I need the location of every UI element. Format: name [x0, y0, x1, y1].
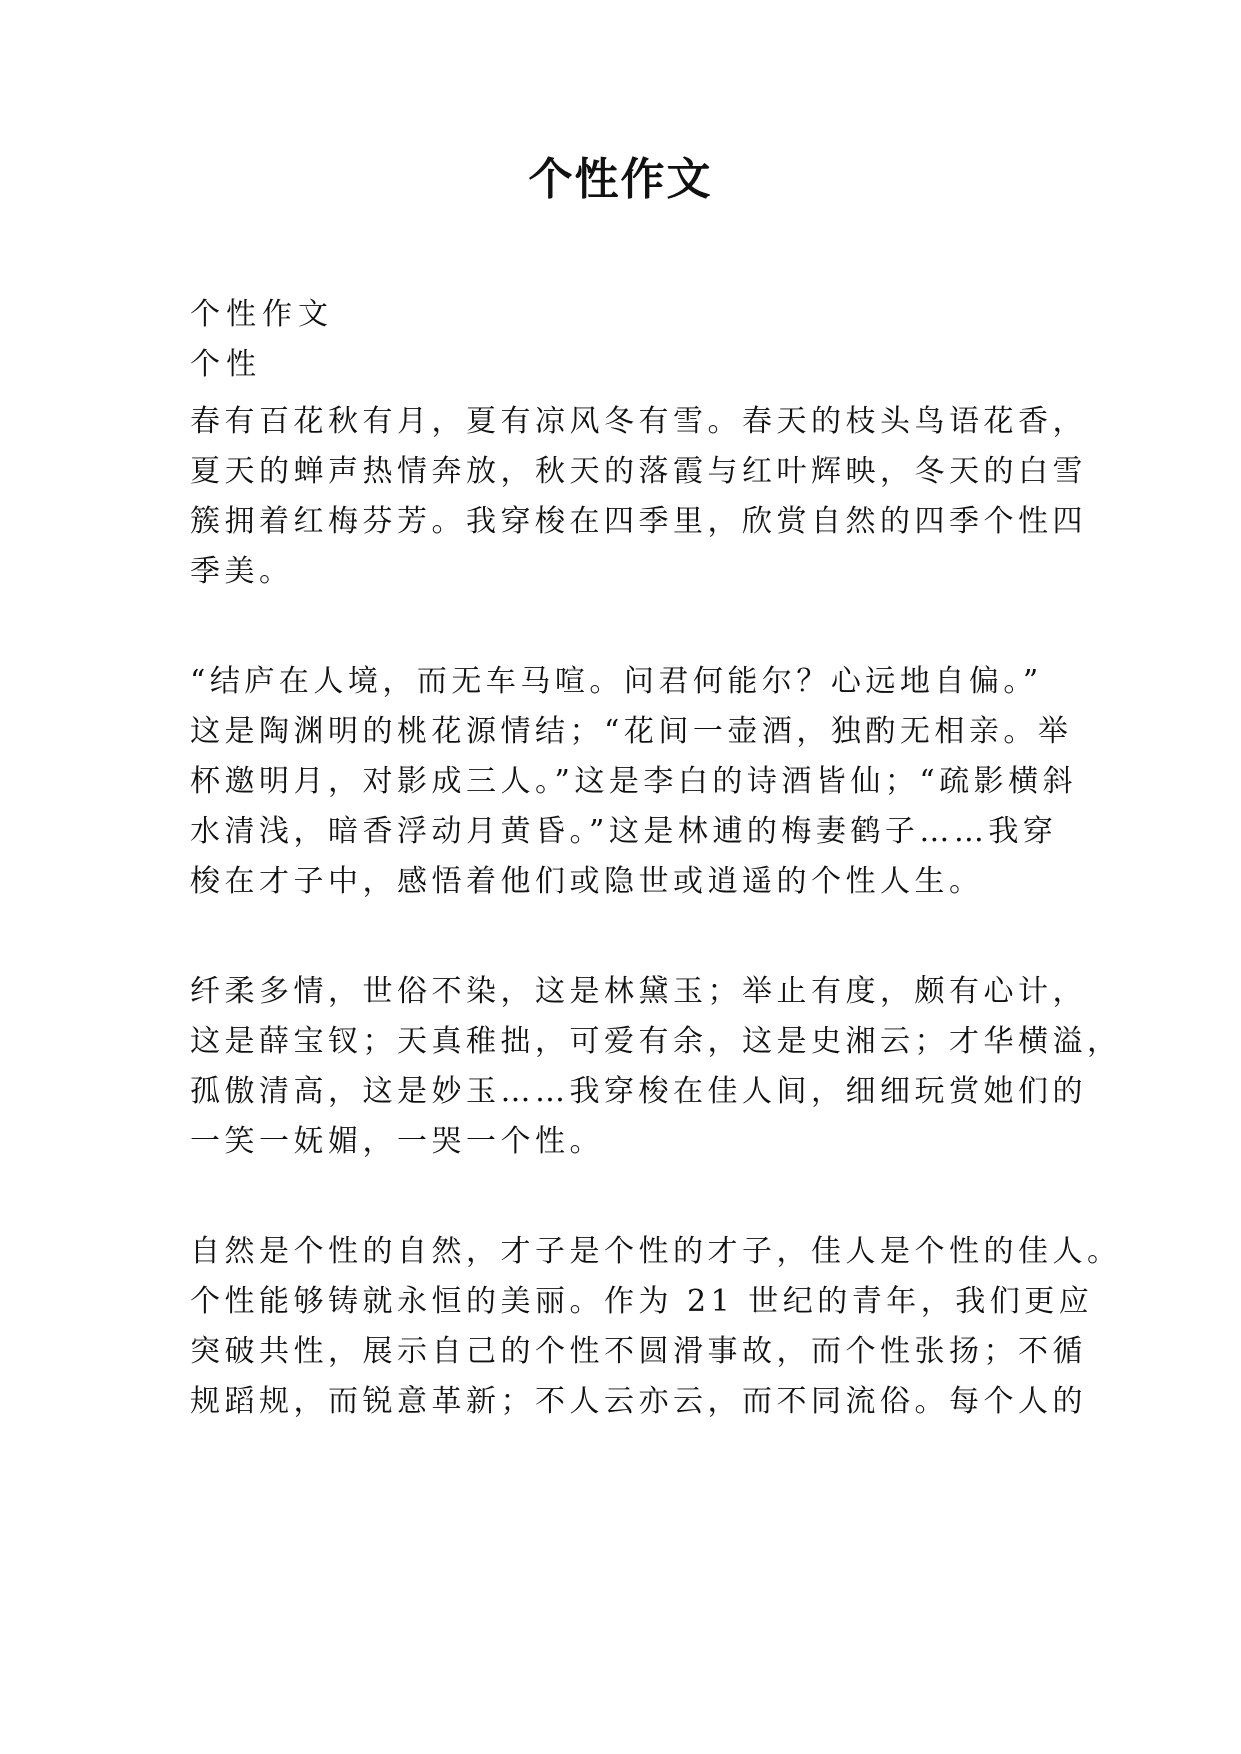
paragraph-line: 自然是个性的自然，才子是个性的才子，佳人是个性的佳人。 [190, 1234, 1122, 1269]
paragraph-line: 突破共性，展示自己的个性不圆滑事故，而个性张扬；不循 [190, 1334, 1087, 1369]
paragraph-4 [190, 1227, 1122, 1427]
subtitle-line-1: 个性作文 [190, 297, 334, 332]
paragraph-line: 春有百花秋有月，夏有凉风冬有雪。春天的枝头鸟语花香， [190, 404, 1087, 439]
paragraph-line: 梭在才子中，感悟着他们或隐世或逍遥的个性人生。 [190, 864, 984, 899]
document-body [190, 290, 1122, 1427]
paragraph-1 [190, 397, 1087, 597]
paragraph-line: 夏天的蝉声热情奔放，秋天的落霞与红叶辉映，冬天的白雪 [190, 454, 1087, 489]
heading-block [190, 290, 1060, 390]
paragraph-line: 季美。 [190, 554, 294, 589]
paragraph-2 [190, 657, 1078, 907]
paragraph-line: 杯邀明月，对影成三人。”这是李白的诗酒皆仙；“疏影横斜 [190, 764, 1078, 799]
paragraph-line: 这是陶渊明的桃花源情结；“花间一壶酒，独酌无相亲。举 [190, 714, 1073, 749]
paragraph-line: 纤柔多情，世俗不染，这是林黛玉；举止有度，颇有心计， [190, 974, 1087, 1009]
subtitle-line-2: 个性 [190, 347, 262, 382]
paragraph-line: 孤傲清高，这是妙玉……我穿梭在佳人间，细细玩赏她们的 [190, 1074, 1087, 1109]
paragraph-line: “结庐在人境，而无车马喧。问君何能尔？心远地自偏。” [190, 664, 1043, 699]
document-title: 个性作文 [528, 154, 713, 205]
paragraph-line: 规蹈规，而锐意革新；不人云亦云，而不同流俗。每个人的 [190, 1384, 1087, 1419]
paragraph-line: 簇拥着红梅芬芳。我穿梭在四季里，欣赏自然的四季个性四 [190, 504, 1087, 539]
paragraph-3 [190, 967, 1122, 1167]
paragraph-line: 一笑一妩媚，一哭一个性。 [190, 1124, 604, 1159]
paragraph-line: 这是薛宝钗；天真稚拙，可爱有余，这是史湘云；才华横溢， [190, 1024, 1122, 1059]
paragraph-line: 水清浅，暗香浮动月黄昏。”这是林逋的梅妻鹤子……我穿 [190, 814, 1058, 849]
paragraph-line: 个性能够铸就永恒的美丽。作为 21 世纪的青年，我们更应 [190, 1284, 1094, 1319]
